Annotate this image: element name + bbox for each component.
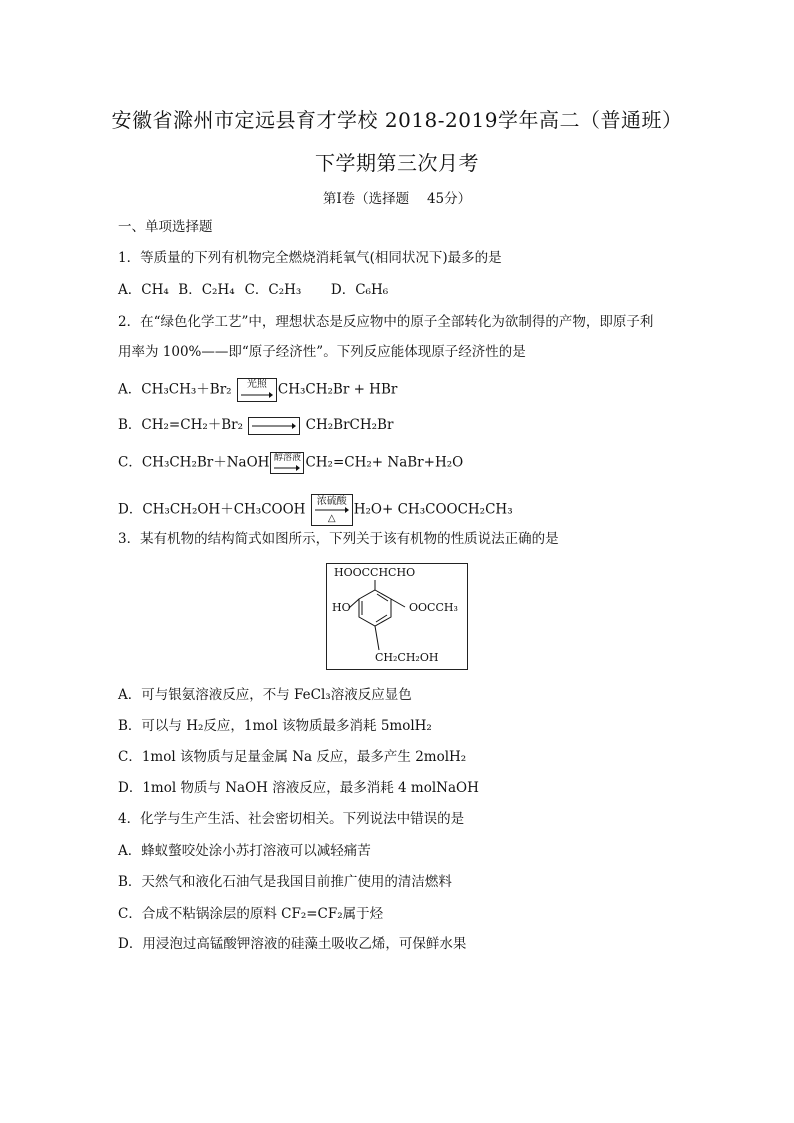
question-2-stem-line2: 用率为 100%——即“原子经济性”。下列反应能体现原子经济性的是 [118, 344, 526, 360]
reaction-arrow [270, 452, 304, 474]
reactants: CH₃CH₂Br＋NaOH [141, 454, 270, 471]
option-label: B． [118, 417, 142, 433]
question-4-option-a: A．蜂蚁螫咬处涂小苏打溶液可以减轻痛苦 [118, 843, 371, 859]
question-4-stem: 4．化学与生产生活、社会密切相关。下列说法中错误的是 [118, 811, 465, 827]
structure-bottom-group: CH₂CH₂OH [375, 651, 439, 664]
exam-title-line2: 下学期第三次月考 [315, 151, 479, 175]
question-4-option-b: B．天然气和液化石油气是我国目前推广使用的清洁燃料 [118, 874, 452, 890]
benzene-ring-drawing [327, 564, 467, 669]
option-b: B．C₂H₄ [178, 282, 235, 298]
question-3-option-d: D．1mol 物质与 NaOH 溶液反应，最多消耗 4 molNaOH [118, 780, 479, 796]
question-2-stem-line1: 2．在“绿色化学工艺”中，理想状态是反应物中的原子全部转化为欲制得的产物，即原子利 [118, 314, 654, 330]
question-2-option-a [118, 378, 397, 402]
option-d: D．C₆H₆ [330, 282, 389, 298]
products: CH₂BrCH₂Br [305, 417, 394, 433]
products: H₂O+ CH₃COOCH₂CH₃ [353, 501, 513, 518]
option-label: C． [118, 454, 142, 471]
products: CH₃CH₂Br + HBr [277, 381, 398, 398]
section-title: 第Ⅰ卷（选择题 45分） [322, 191, 472, 207]
question-2-option-d [118, 494, 513, 526]
question-3-option-a: A．可与银氨溶液反应，不与 FeCl₃溶液反应显色 [118, 687, 412, 703]
question-3-option-c: C．1mol 该物质与足量金属 Na 反应，最多产生 2molH₂ [118, 749, 467, 765]
question-4-option-d: D．用浸泡过高锰酸钾溶液的硅藻土吸收乙烯，可保鲜水果 [118, 936, 467, 952]
reactants: CH₃CH₃＋Br₂ [141, 381, 232, 398]
reaction-arrow [237, 378, 277, 402]
question-1-options [118, 281, 388, 299]
part-heading: 一、单项选择题 [118, 219, 213, 235]
structure-right-group: OOCCH₃ [409, 601, 458, 614]
option-label: D． [118, 501, 143, 518]
structural-formula [326, 563, 468, 670]
question-2-option-c [118, 452, 463, 474]
reactants: CH₃CH₂OH＋CH₃COOH [142, 501, 306, 518]
reaction-condition: 浓硫酸 [316, 496, 347, 507]
question-4-option-c: C．合成不粘锅涂层的原料 CF₂=CF₂属于烃 [118, 906, 384, 922]
reaction-arrow [311, 494, 353, 526]
option-label: A． [118, 381, 142, 398]
reactants: CH₂=CH₂＋Br₂ [141, 417, 244, 433]
reaction-arrow [248, 417, 300, 435]
question-2-option-b [118, 416, 393, 435]
question-1-stem: 1．等质量的下列有机物完全燃烧消耗氧气(相同状况下)最多的是 [118, 250, 502, 266]
exam-title-line1: 安徽省滁州市定远县育才学校 2018-2019学年高二（普通班） [111, 108, 683, 132]
products: CH₂=CH₂+ NaBr+H₂O [305, 454, 464, 471]
question-3-option-b: B．可以与 H₂反应，1mol 该物质最多消耗 5molH₂ [118, 718, 432, 734]
reaction-condition-heat: △ [327, 513, 336, 524]
reaction-condition: 光照 [246, 379, 267, 390]
option-c: C．C₂H₃ [244, 282, 302, 298]
option-a: A．CH₄ [118, 282, 169, 298]
structure-top-group: HOOCCHCHO [334, 566, 416, 579]
reaction-condition: 醇溶液 [273, 453, 301, 463]
question-3-stem: 3．某有机物的结构简式如图所示，下列关于该有机物的性质说法正确的是 [118, 531, 559, 547]
structure-left-group: HO [332, 601, 351, 614]
